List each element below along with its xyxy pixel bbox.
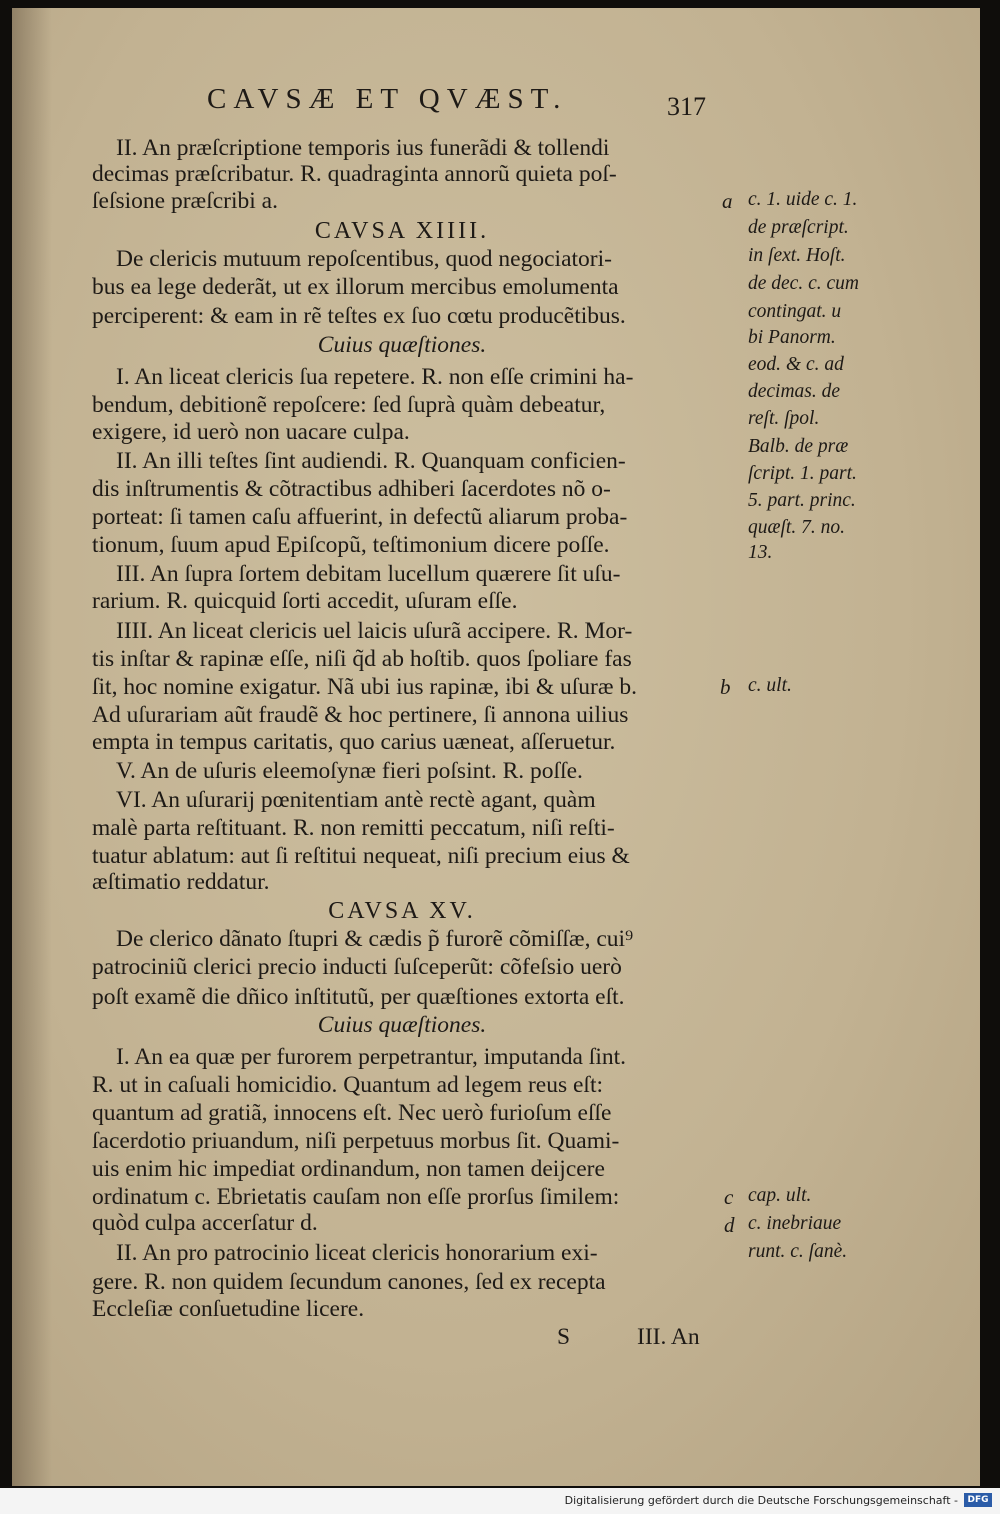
text-line: Ad uſurariam aũt fraudẽ & hoc pertinere, ſi annona uilius <box>92 702 629 728</box>
text-line: Eccleſiæ conſuetudine licere. <box>92 1296 365 1322</box>
text-line: De clerico dãnato ſtupri & cædis p̃ furorẽ cõmiſſæ, cui⁹ <box>116 926 634 952</box>
margin-note: 13. <box>748 542 773 563</box>
text-line: decimas præſcribatur. R. quadraginta annorũ quieta poſ- <box>92 161 617 187</box>
section-heading: CAVSA XIIII. <box>314 218 490 244</box>
margin-note: Balb. de præ <box>748 436 849 457</box>
margin-note: c. 1. uide c. 1. <box>748 189 858 210</box>
signature-mark: S <box>557 1324 571 1350</box>
text-line: I. An liceat clericis ſua repetere. R. non eſſe crimini ha- <box>116 364 634 390</box>
text-line: bendum, debitionẽ repoſcere: ſed ſuprà quàm debeatur, <box>92 392 606 418</box>
text-line: I. An ea quæ per furorem perpetrantur, imputanda ſint. <box>116 1044 627 1070</box>
margin-note: ſcript. 1. part. <box>748 463 857 484</box>
text-line: ſacerdotio priuandum, niſi perpetuus morbus ſit. Quami- <box>92 1128 620 1154</box>
margin-note: de præſcript. <box>748 217 849 238</box>
margin-note: in ſext. Hoſt. <box>748 245 846 266</box>
text-line: bus ea lege dederãt, ut ex illorum mercibus emolumenta <box>92 274 619 300</box>
text-line: III. An ſupra ſortem debitam lucellum quærere ſit uſu- <box>116 561 621 587</box>
folio-number: 317 <box>667 92 706 121</box>
text-line: quòd culpa accerſatur d. <box>92 1210 318 1236</box>
text-line: æſtimatio reddatur. <box>92 869 270 895</box>
section-heading: CAVSA XV. <box>328 898 476 924</box>
text-line: exigere, id uerò non uacare culpa. <box>92 419 410 445</box>
text-line: empta in tempus caritatis, quo carius uæneat, aſſeruetur. <box>92 729 616 755</box>
margin-note: c. ult. <box>748 675 792 696</box>
running-head: CAVSÆ ET QVÆST. <box>207 83 568 115</box>
subsection-heading: Cuius quæſtiones. <box>317 332 487 358</box>
dfg-logo: DFG <box>964 1493 992 1507</box>
margin-note: bi Panorm. <box>748 327 836 348</box>
margin-note: runt. c. ſanè. <box>748 1241 848 1262</box>
digitization-footer <box>0 1488 1000 1514</box>
footer-credit: Digitalisierung gefördert durch die Deutsche Forschungsgemeinschaft - <box>564 1494 958 1507</box>
note-marker-d: d <box>724 1213 735 1237</box>
margin-note: decimas. de <box>748 381 841 402</box>
text-line: II. An illi teſtes ſint audiendi. R. Quanquam conficien- <box>116 448 626 474</box>
text-line: VI. An uſurarij pœnitentiam antè rectè agant, quàm <box>116 787 596 813</box>
subsection-heading: Cuius quæſtiones. <box>317 1012 487 1038</box>
text-line: IIII. An liceat clericis uel laicis uſurã accipere. R. Mor- <box>116 618 633 644</box>
text-line: II. An præſcriptione temporis ius funerãdi & tollendi <box>116 135 610 161</box>
text-line: II. An pro patrocinio liceat clericis honorarium exi- <box>116 1240 598 1266</box>
text-line: uis enim hic impediat ordinandum, non tamen deijcere <box>92 1156 605 1182</box>
text-line: quantum ad gratiã, innocens eſt. Nec uerò furioſum eſſe <box>92 1100 612 1126</box>
text-line: ſeſsione præſcribi a. <box>92 188 278 214</box>
text-line: R. ut in caſuali homicidio. Quantum ad legem reus eſt: <box>92 1072 604 1098</box>
book-page <box>12 8 980 1486</box>
text-line: dis inſtrumentis & cõtractibus adhiberi ſacerdotes nõ o- <box>92 476 611 502</box>
text-line: rarium. R. quicquid ſorti accedit, uſuram eſſe. <box>92 588 518 614</box>
text-line: tionum, ſuum apud Epiſcopũ, teſtimonium dicere poſſe. <box>92 532 610 558</box>
margin-note: quæſt. 7. no. <box>748 517 845 538</box>
note-marker-a: a <box>722 189 733 213</box>
margin-note: de dec. c. cum <box>748 273 859 294</box>
margin-note: cap. ult. <box>748 1185 812 1206</box>
margin-note: eod. & c. ad <box>748 354 844 375</box>
note-marker-c: c <box>724 1185 734 1209</box>
text-line: perciperent: & eam in rẽ teſtes ex ſuo cœtu producẽtibus. <box>92 303 626 329</box>
text-line: porteat: ſi tamen caſu affuerint, in defectũ aliarum proba- <box>92 504 628 530</box>
text-line: patrociniũ clerici precio inducti ſuſceperũt: cõfeſsio uerò <box>92 954 622 980</box>
margin-note: reſt. ſpol. <box>748 408 820 429</box>
margin-note: contingat. u <box>748 301 842 322</box>
page-gutter-shadow <box>12 8 52 1486</box>
note-marker-b: b <box>720 675 731 699</box>
text-line: tis inſtar & rapinæ eſſe, niſi q̃d ab hoſtib. quos ſpoliare fas <box>92 646 632 672</box>
margin-note: c. inebriaue <box>748 1213 842 1234</box>
margin-note: 5. part. princ. <box>748 490 856 511</box>
text-line: poſt examẽ die dñico inſtitutũ, per quæſtiones extorta eſt. <box>92 984 625 1010</box>
text-line: ſit, hoc nomine exigatur. Nã ubi ius rapinæ, ibi & uſuræ b. <box>92 674 638 700</box>
text-line: V. An de uſuris eleemoſynæ fieri poſsint. R. poſſe. <box>116 758 583 784</box>
text-line: De clericis mutuum repoſcentibus, quod negociatori- <box>116 246 612 272</box>
text-line: tuatur ablatum: aut ſi reſtitui nequeat, niſi precium eius & <box>92 843 630 869</box>
text-line: malè parta reſtituant. R. non remitti peccatum, niſi reſti- <box>92 815 615 841</box>
text-line: gere. R. non quidem ſecundum canones, ſed ex recepta <box>92 1269 606 1295</box>
text-line: ordinatum c. Ebrietatis cauſam non eſſe prorſus ſimilem: <box>92 1184 620 1210</box>
catchword: III. An <box>637 1324 700 1350</box>
